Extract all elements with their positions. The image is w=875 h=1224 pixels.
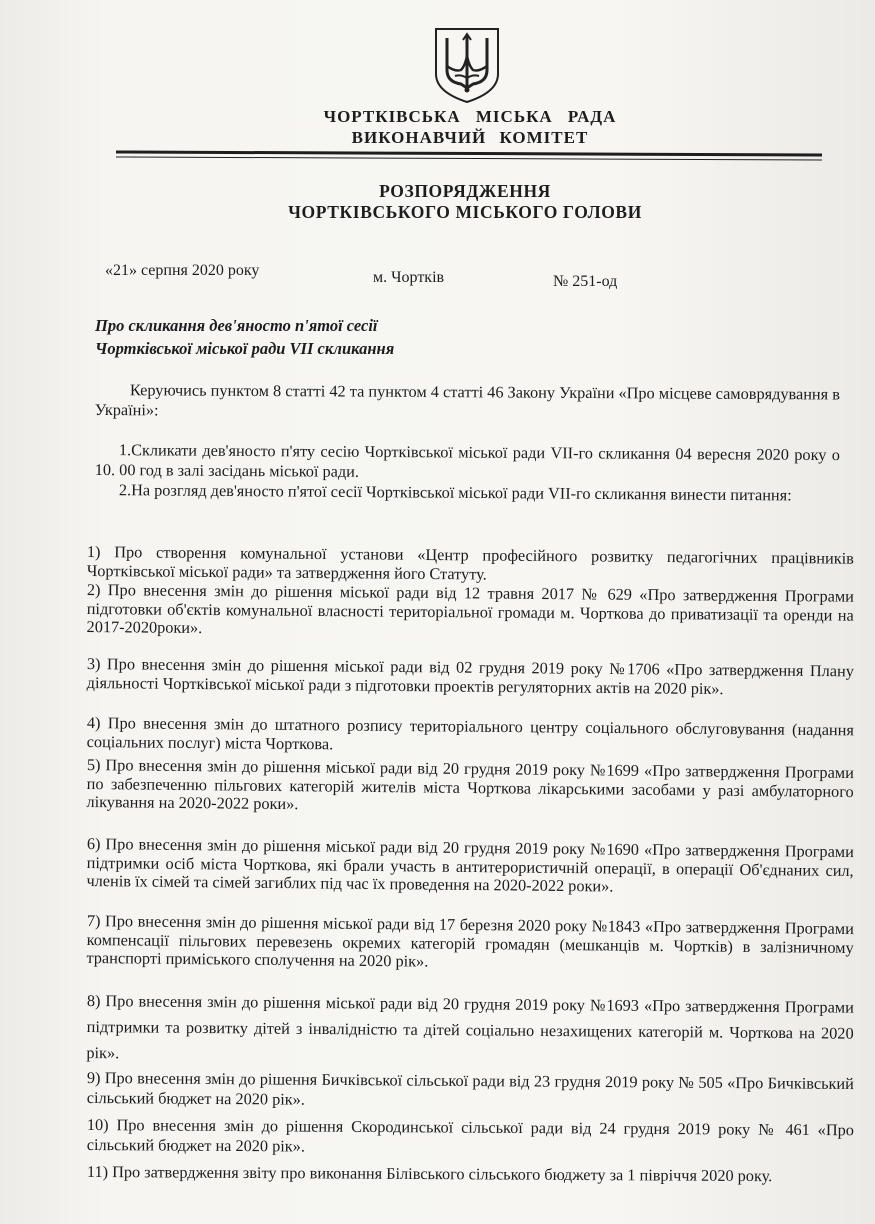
- header-rule-thin: [116, 156, 822, 160]
- agenda-item-9: 9) Про внесення змін до рішення Бичківської сільської ради від 23 грудня 2019 року № 505 «Про Бичківський сільський бюджет на 2020 рік».: [86, 1068, 854, 1109]
- document-city: м. Чортків: [373, 269, 445, 286]
- agenda-item-6: 6) Про внесення змін до рішення міської ради від 20 грудня 2019 року №1690 «Про затвердження Програми підтримки осіб міста Чорткова, які брали участь в антитерористичній операції, в операції Об'єднаних сил, членів їх сімей та сімей загиблих під час їх проведення на 2020-2022 роки».: [86, 834, 854, 896]
- agenda-item-4: 4) Про внесення змін до штатного розпису територіального центру соціального обслуговування (надання соціальних послуг) міста Чорткова.: [86, 713, 854, 753]
- agenda-item-3: 3) Про внесення змін до рішення міської ради від 02 грудня 2019 року №1706 «Про затвердження Плану діяльності Чортківської міської ради з підготовки проектів регуляторних актів на 2020 рік».: [86, 654, 854, 698]
- header-rule-thick: [116, 150, 822, 156]
- agenda-item-8: 8) Про внесення змін до рішення міської ради від 20 грудня 2019 року №1693 «Про затвердження Програми підтримки та розвитку дітей з інвалідністю та дітей соціально незахищених категорій м. Чорткова на 2020 рік».: [86, 990, 854, 1063]
- point-1-paragraph: [95, 440, 840, 485]
- agenda-item-5: 5) Про внесення змін до рішення міської ради від 20 грудня 2019 року №1699 «Про затвердження Програми по забезпеченню пільгових категорій жителів міста Чорткова лікарськими засобами у разі амбулаторного лікування на 2020-2022 роки».: [86, 755, 854, 814]
- intro-text: Керуючись пунктом 8 статті 42 та пунктом 4 статті 46 Закону України «Про місцеве самоврядування в Україні»:: [94, 380, 840, 420]
- point-2-text: 2.На розгляд дев'яносто п'ятої сесії Чортківської міської ради VII-го скликання винести питання:: [118, 480, 792, 505]
- document-number: № 251-од: [553, 273, 618, 290]
- intro-paragraph: [95, 380, 840, 425]
- agenda-item-1: 1) Про створення комунальної установи «Центр професійного розвитку педагогічних працівників Чортківської міської ради» та затвердження його Статуту.: [86, 542, 854, 583]
- document-issuer: ЧОРТКІВСЬКОГО МІСЬКОГО ГОЛОВИ: [288, 202, 642, 222]
- document-date: «21» серпня 2020 року: [105, 262, 260, 279]
- agenda-item-11: 11) Про затвердження звіту про виконання Білівського сільського бюджету за 1 півріччя 2020 року.: [86, 1162, 773, 1186]
- agenda-item-2: 2) Про внесення змін до рішення міської ради від 12 травня 2017 № 629 «Про затвердження Програми підготовки об'єктів комунальної власності територіальної громади м. Чорткова до приватизації та оренди на 2017-2020роки».: [86, 580, 854, 638]
- document-type: РОЗПОРЯДЖЕННЯ: [379, 181, 551, 201]
- subject-line-2: Чортківської міської ради VII скликання: [95, 339, 395, 358]
- agenda-item-10: 10) Про внесення змін до рішення Скородинської сільської ради від 24 грудня 2019 року № 461 «Про сільський бюджет на 2020 рік».: [86, 1115, 854, 1156]
- agenda-item-7: 7) Про внесення змін до рішення міської ради від 17 березня 2020 року №1843 «Про затвердження Програми компенсації пільгових перевезень окремих категорій громадян (мешканців м. Чортків) в залізничному транспорті приміського сполучення на 2020 рік».: [86, 911, 854, 971]
- org-subdivision: ВИКОНАВЧИЙ КОМІТЕТ: [351, 128, 589, 147]
- point-1-text: 1.Скликати дев'яносто п'яту сесію Чортківської міської ради VII-го скликання 04 вересня 2020 року о 10. 00 год в залі засідань міської ради.: [94, 440, 840, 481]
- subject-line-1: Про скликання дев'яносто п'ятої сесії: [95, 316, 378, 335]
- trident-coat-of-arms-icon: [433, 26, 501, 104]
- org-name: ЧОРТКІВСЬКА МІСЬКА РАДА: [323, 107, 617, 126]
